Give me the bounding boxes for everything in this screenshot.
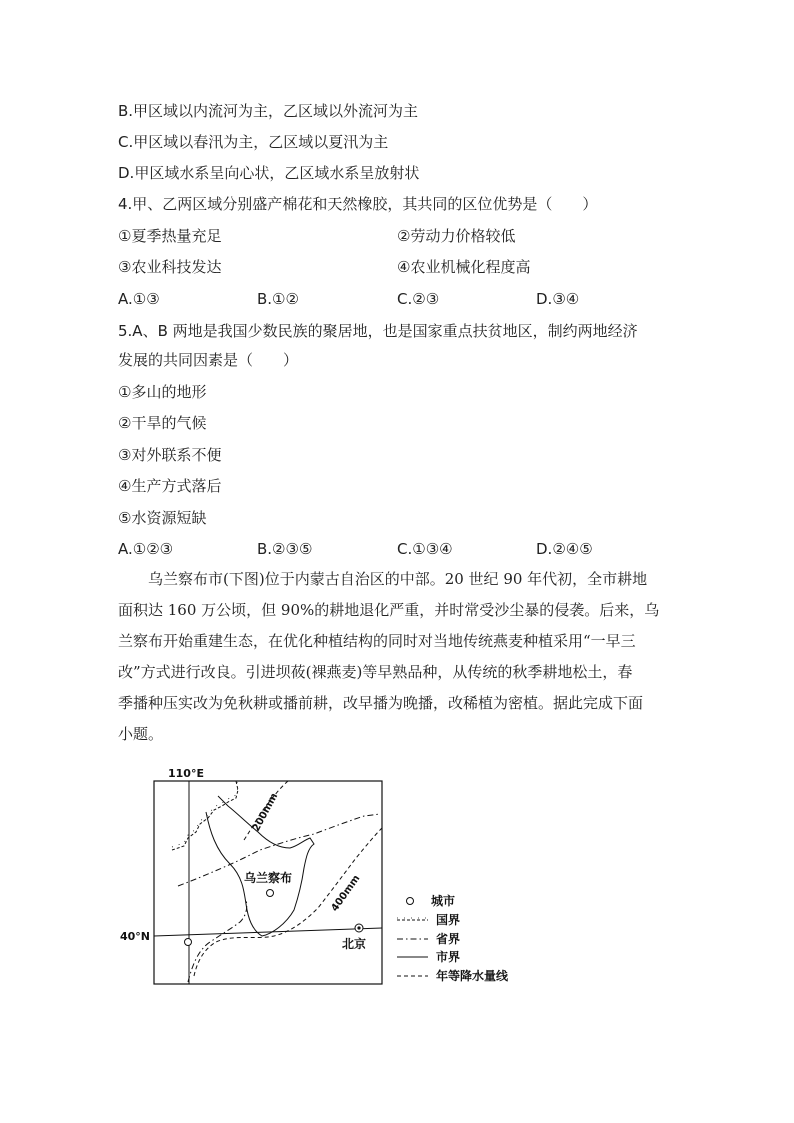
- passage-line-3: 兰察布开始重建生态，在优化种植结构的同时对当地传统燕麦种植采用“一早三: [118, 632, 636, 650]
- q4-choice-c: C.②③: [397, 290, 440, 308]
- isohyet-400mm: [194, 828, 382, 976]
- ulanqab-map: [118, 762, 538, 990]
- question-5-stem-line2: 发展的共同因素是（ ）: [118, 351, 299, 369]
- legend-provincial-border-label: 省界: [436, 932, 461, 946]
- national-border: [172, 781, 238, 850]
- national-border-ticks: [172, 778, 238, 847]
- q5-item-1: ①多山的地形: [118, 383, 207, 401]
- question-5-stem-line1: 5.A、B 两地是我国少数民族的聚居地，也是国家重点扶贫地区，制约两地经济: [118, 322, 638, 340]
- label-400mm: 400mm: [329, 873, 363, 914]
- legend-city-border-label: 市界: [436, 950, 461, 964]
- q4-item-3: ③农业科技发达: [118, 258, 222, 276]
- legend-city-symbol: [407, 898, 414, 905]
- question-4-stem: 4.甲、乙两区域分别盛产棉花和天然橡胶，其共同的区位优势是（ ）: [118, 195, 598, 213]
- city-beijing-label: 北京: [342, 937, 367, 951]
- legend-isohyet-label: 年等降水量线: [436, 969, 509, 983]
- q5-choice-d: D.②④⑤: [536, 540, 593, 558]
- label-110e: 110°E: [168, 767, 204, 780]
- q4-item-1: ①夏季热量充足: [118, 227, 222, 245]
- q5-choice-a: A.①②③: [118, 540, 174, 558]
- passage-line-1: 乌兰察布市(下图)位于内蒙古自治区的中部。20 世纪 90 年代初，全市耕地: [148, 570, 648, 588]
- q5-choice-b: B.②③⑤: [257, 540, 313, 558]
- q4-choice-a: A.①③: [118, 290, 160, 308]
- legend-national-border-label: 国界: [436, 913, 461, 927]
- option-b: B.甲区域以内流河为主，乙区域以外流河为主: [118, 102, 419, 120]
- parallel-40n: [154, 928, 382, 936]
- legend-city-label: 城市: [431, 894, 456, 908]
- option-d: D.甲区域水系呈向心状，乙区域水系呈放射状: [118, 164, 420, 182]
- q5-item-5: ⑤水资源短缺: [118, 509, 207, 527]
- q5-item-3: ③对外联系不便: [118, 446, 222, 464]
- q4-choice-b: B.①②: [257, 290, 299, 308]
- q4-item-4: ④农业机械化程度高: [397, 258, 531, 276]
- city-beijing-dot: [357, 926, 360, 929]
- map-legend: [397, 893, 509, 983]
- passage-line-6: 小题。: [118, 725, 164, 743]
- city-ulanqab-label: 乌兰察布: [244, 871, 293, 885]
- q4-item-2: ②劳动力价格较低: [397, 227, 516, 245]
- q4-choice-d: D.③④: [536, 290, 580, 308]
- passage-line-5: 季播种压实改为免秋耕或播前耕，改早播为晚播，改稀植为密植。据此完成下面: [118, 694, 644, 712]
- label-40n: 40°N: [120, 930, 151, 943]
- passage-line-2: 面积达 160 万公顷，但 90%的耕地退化严重，并时常受沙尘暴的侵袭。后来，乌: [118, 601, 660, 619]
- city-ulanqab-marker: [267, 890, 274, 897]
- option-c: C.甲区域以春汛为主，乙区域以夏汛为主: [118, 133, 389, 151]
- q5-choice-c: C.①③④: [397, 540, 453, 558]
- city-minor-marker: [185, 939, 192, 946]
- q5-item-2: ②干旱的气候: [118, 414, 207, 432]
- label-200mm: 200mm: [250, 791, 281, 834]
- passage-line-4: 改”方式进行改良。引进坝莜(裸燕麦)等早熟品种，从传统的秋季耕地松土，春: [118, 663, 633, 681]
- reading-passage: [118, 564, 676, 750]
- q5-item-4: ④生产方式落后: [118, 477, 222, 495]
